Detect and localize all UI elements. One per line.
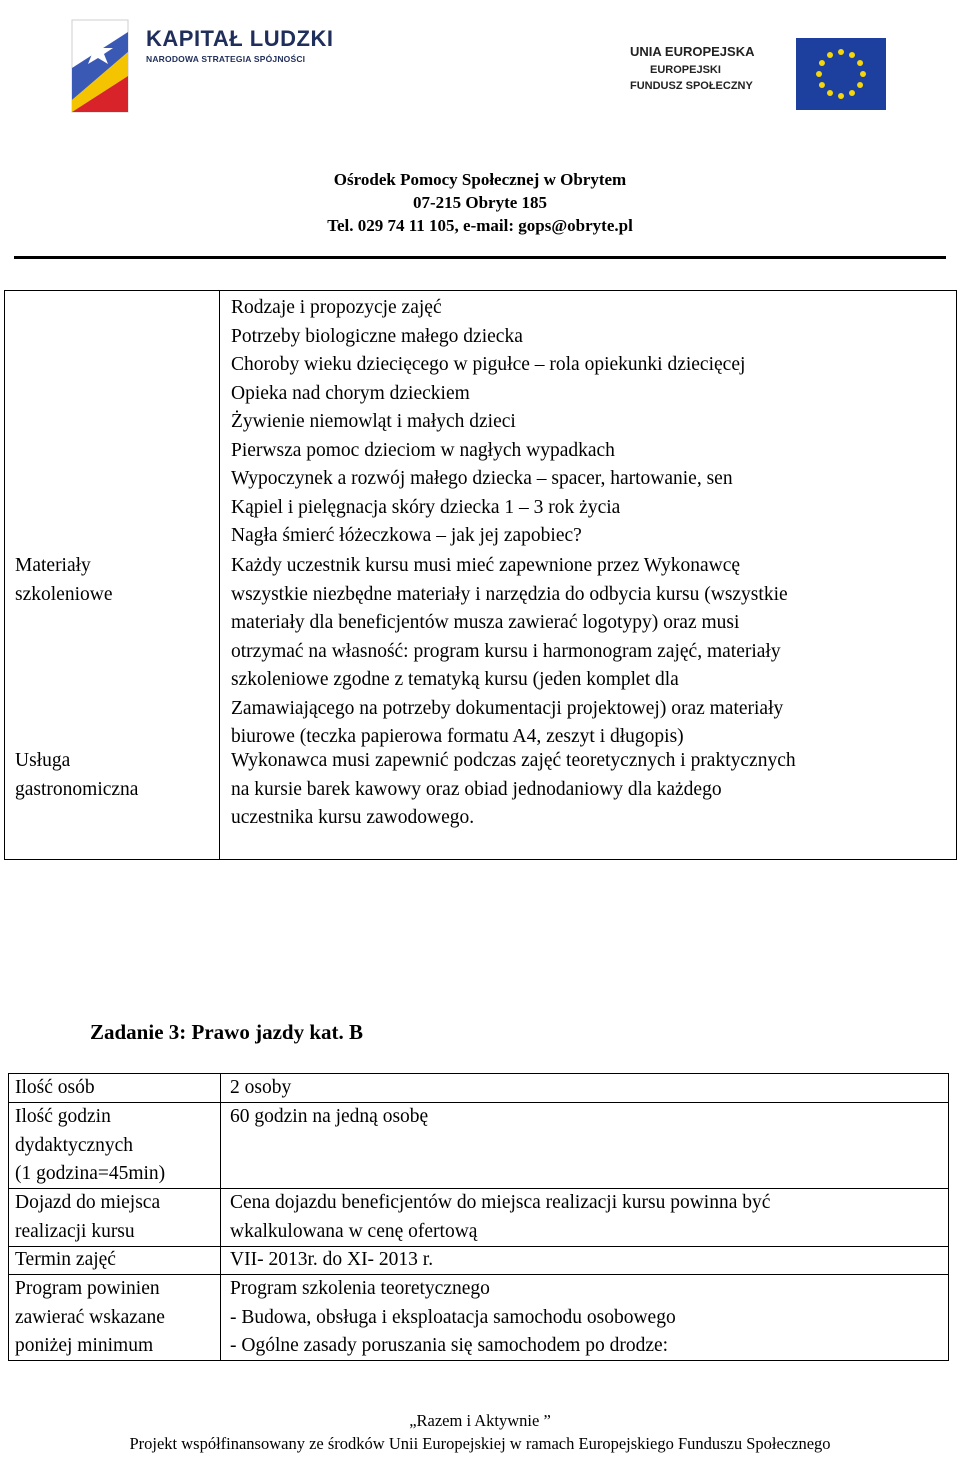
- kapital-ludzki-subtitle: NARODOWA STRATEGIA SPÓJNOŚCI: [146, 54, 306, 64]
- table-column-divider: [220, 1074, 221, 1360]
- driving-license-table: [8, 1073, 949, 1361]
- institution-contact: Tel. 029 74 11 105, e-mail: gops@obryte.pl: [327, 216, 633, 235]
- row-label-schedule: [15, 1246, 116, 1275]
- row-content-program: [230, 1275, 676, 1361]
- kapital-ludzki-title: KAPITAŁ LUDZKI: [146, 26, 334, 51]
- content-line: na kursie barek kawowy oraz obiad jednodaniowy dla każdego: [231, 778, 722, 800]
- eu-star-icon: [827, 52, 833, 58]
- content-line: - Ogólne zasady poruszania się samochodem po drodze:: [230, 1335, 669, 1356]
- row-content-participants: [230, 1074, 291, 1103]
- content-line: Program szkolenia teoretycznego: [230, 1278, 490, 1299]
- row-label-commute: [15, 1189, 160, 1246]
- eu-star-icon: [857, 60, 863, 66]
- eu-star-icon: [857, 82, 863, 88]
- topic-line: Wypoczynek a rozwój małego dziecka – spacer, hartowanie, sen: [231, 468, 733, 489]
- row-label-catering: [15, 747, 138, 804]
- eu-flag-icon: [796, 38, 886, 110]
- eu-star-icon: [860, 71, 866, 77]
- content-line: 2 osoby: [230, 1077, 292, 1098]
- institution-name: Ośrodek Pomocy Społecznej w Obrytem: [333, 170, 627, 189]
- row-content-catering: [231, 747, 796, 833]
- label-line: szkoleniowe: [15, 583, 113, 605]
- label-line: zawierać wskazane: [15, 1306, 165, 1328]
- eu-star-icon: [838, 93, 844, 99]
- topic-line: Choroby wieku dziecięcego w pigułce – rola opiekunki dziecięcej: [231, 354, 746, 375]
- content-line: VII- 2013r. do XI- 2013 r.: [230, 1249, 434, 1270]
- content-line: Wykonawca musi zapewnić podczas zajęć teoretycznych i praktycznych: [231, 750, 796, 771]
- label-line: realizacji kursu: [15, 1220, 135, 1242]
- row-label-hours: [15, 1103, 165, 1189]
- course-details-table: [4, 290, 957, 860]
- row-label-participants: [15, 1074, 95, 1103]
- eu-star-icon: [849, 52, 855, 58]
- content-line: biurowe (teczka papierowa formatu A4, zeszyt i długopis): [231, 726, 684, 747]
- topic-line: Pierwsza pomoc dzieciom w nagłych wypadkach: [231, 439, 615, 461]
- content-line: wkalkulowana w cenę ofertową: [230, 1220, 478, 1242]
- eu-logo-line3: FUNDUSZ SPOŁECZNY: [630, 80, 753, 92]
- footer-slogan: „Razem i Aktywnie ”: [409, 1411, 551, 1430]
- content-line: uczestnika kursu zawodowego.: [231, 807, 475, 828]
- eu-star-icon: [816, 71, 822, 77]
- label-line: (1 godzina=45min): [15, 1163, 166, 1184]
- row-label-program: [15, 1275, 165, 1361]
- row-content-materials: [231, 552, 788, 752]
- topic-line: Kąpiel i pielęgnacja skóry dziecka 1 – 3 rok życia: [231, 496, 621, 518]
- content-line: - Budowa, obsługa i eksploatacja samochodu osobowego: [230, 1306, 676, 1328]
- label-line: Materiały: [15, 555, 91, 576]
- section-title: Zadanie 3: Prawo jazdy kat. B: [90, 1020, 363, 1044]
- table-column-divider: [219, 291, 220, 859]
- content-line: Cena dojazdu beneficjentów do miejsca realizacji kursu powinna być: [230, 1192, 771, 1213]
- eu-star-icon: [838, 49, 844, 55]
- content-line: szkoleniowe zgodne z tematyką kursu (jeden komplet dla: [231, 669, 679, 690]
- row-content-hours: [230, 1103, 428, 1132]
- content-line: Zamawiającego na potrzeby dokumentacji projektowej) oraz materiały: [231, 697, 784, 719]
- topic-line: Opieka nad chorym dzieckiem: [231, 382, 470, 404]
- label-line: Dojazd do miejsca: [15, 1192, 161, 1213]
- label-line: Program powinien: [15, 1278, 160, 1299]
- label-line: dydaktycznych: [15, 1134, 134, 1156]
- eu-logo-line2: EUROPEJSKI: [650, 64, 721, 76]
- label-line: Usługa: [15, 750, 71, 771]
- eu-star-icon: [819, 82, 825, 88]
- label-line: Termin zajęć: [15, 1249, 116, 1270]
- topic-line: Potrzeby biologiczne małego dziecka: [231, 325, 523, 347]
- eu-star-icon: [819, 60, 825, 66]
- content-line: materiały dla beneficjentów musza zawierać logotypy) oraz musi: [231, 612, 740, 633]
- label-line: poniżej minimum: [15, 1335, 154, 1356]
- kapital-ludzki-logo: [68, 12, 368, 122]
- topic-line: Nagła śmierć łóżeczkowa – jak jej zapobiec?: [231, 525, 582, 546]
- kapital-ludzki-emblem-icon: [68, 12, 148, 122]
- topic-line: Rodzaje i propozycje zajęć: [231, 297, 442, 318]
- row-content-commute: [230, 1189, 770, 1246]
- header-divider: [14, 256, 946, 259]
- content-line: wszystkie niezbędne materiały i narzędzia do odbycia kursu (wszystkie: [231, 583, 788, 605]
- table-row: [231, 294, 745, 551]
- eu-star-icon: [827, 90, 833, 96]
- content-line: 60 godzin na jedną osobę: [230, 1106, 429, 1127]
- content-line: Każdy uczestnik kursu musi mieć zapewnione przez Wykonawcę: [231, 555, 741, 576]
- label-line: gastronomiczna: [15, 778, 139, 800]
- label-line: Ilość godzin: [15, 1106, 111, 1127]
- content-line: otrzymać na własność: program kursu i harmonogram zajęć, materiały: [231, 640, 781, 662]
- institution-address: 07-215 Obryte 185: [412, 193, 548, 212]
- eu-efs-logo: [620, 36, 890, 114]
- row-label-materials: [15, 552, 112, 609]
- row-content-schedule: [230, 1246, 433, 1275]
- footer-funding-note: Projekt współfinansowany ze środków Unii Europejskiej w ramach Europejskiego Funduszu Społecznego: [129, 1434, 831, 1453]
- eu-star-icon: [849, 90, 855, 96]
- eu-logo-line1: UNIA EUROPEJSKA: [630, 44, 755, 59]
- topic-line: Żywienie niemowląt i małych dzieci: [231, 411, 516, 432]
- table-row-divider: [9, 1246, 948, 1247]
- label-line: Ilość osób: [15, 1077, 95, 1098]
